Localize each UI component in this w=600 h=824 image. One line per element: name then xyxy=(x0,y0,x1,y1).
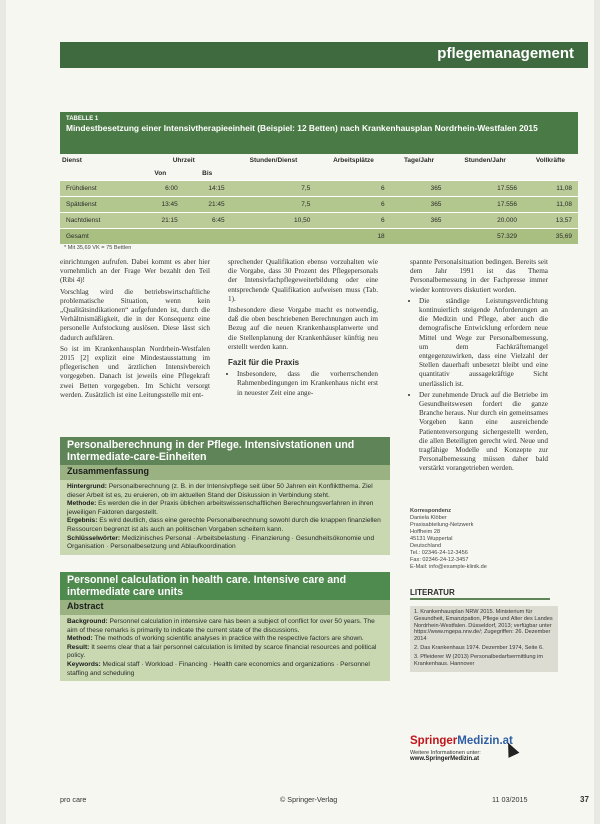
abstract-para xyxy=(67,644,383,661)
summary-key: Methode: xyxy=(67,500,97,508)
table-1 xyxy=(60,112,578,251)
table-cell xyxy=(391,229,448,245)
section-header xyxy=(60,42,588,68)
table-cell: 6 xyxy=(316,181,390,197)
table-cell: 6:00 xyxy=(137,181,184,197)
table-note: * Mit 35,69 VK = 75 Bettlen xyxy=(64,245,132,251)
paragraph: sprechender Qualifikation ebenso vorzuhalten wie die Vorgabe, dass 30 Prozent des Pflegepersonals der Intensivfachpflegeweiterbildung oder eine entsprechende Qualifikation aufweisen muss (Tab. 1). xyxy=(228,258,378,303)
footer-publisher: © Springer-Verlag xyxy=(280,795,338,804)
table-cell: 21:45 xyxy=(184,197,231,213)
article-column-3 xyxy=(410,258,548,476)
springer-logo[interactable] xyxy=(410,735,560,747)
literature-list xyxy=(410,606,558,672)
col-header: Stunden/Jahr xyxy=(464,157,506,164)
table-cell: 6 xyxy=(316,197,390,213)
paragraph: spannte Personalsituation bedingen. Bereits seit dem Jahr 1991 ist das Thema Personalbemessung in der Fachpresse immer wieder kontrovers diskutiert worden. xyxy=(410,258,548,294)
correspondence-line: 45131 Wuppertal xyxy=(410,536,453,542)
paragraph: Insbesondere diese Vorgabe macht es notwendig, daß die oben beschriebenen Berechnungen auch im Bezug auf die neuen Krankenhausplanwerte und die Stellenplanung der Krankenhäuser künftig neu erstellt werden kann. xyxy=(228,306,378,351)
sub-col-header: Bis xyxy=(202,170,213,177)
abstract-text: Personnel calculation in intensive care has been a subject of conflict for over 50 years. The aim of these remarks is primarily to indicate the current state of the discussions. xyxy=(67,618,375,634)
table-cell: 20.000 xyxy=(447,213,523,229)
springer-text: Weitere Informationen unter: xyxy=(410,750,481,756)
table-row xyxy=(60,197,578,213)
table-cell: 6:45 xyxy=(184,213,231,229)
col-header: Tage/Jahr xyxy=(403,157,435,164)
paragraph: einrichtungen aufrufen. Dabei kommt es aber hier vornehmlich an der Frage Wer bezahlt den Teil (Ribi 4)! xyxy=(60,258,210,285)
table-cell xyxy=(231,229,317,245)
summary-text: Es wird deutlich, dass eine gerechte Personalberechnung sowohl durch die knappen finanziellen Ressourcen begrenzt ist als auch an politischen Vorgaben scheitern kann. xyxy=(67,517,381,533)
table-cell: 6 xyxy=(316,213,390,229)
table-title: Mindestbesetzung einer Intensivtherapieeinheit (Beispiel: 12 Betten) nach Krankenhausplan Nordrhein-Westfalen 2015 xyxy=(66,123,538,133)
table-cell: 57.329 xyxy=(447,229,523,245)
bullet-list xyxy=(228,370,378,398)
section-title: pflegemanagement xyxy=(437,45,574,62)
summary-para xyxy=(67,535,383,552)
abstract-body xyxy=(60,615,390,681)
table-cell: Frühdienst xyxy=(60,181,137,197)
summary-para xyxy=(67,483,383,500)
table-cell: 14:15 xyxy=(184,181,231,197)
literature-item: 2. Das Krankenhaus 1974. Dezember 1974, Seite 6. xyxy=(414,644,544,651)
table-cell: 17.556 xyxy=(447,197,523,213)
summary-para xyxy=(67,517,383,534)
summary-text: Es werden die in der Praxis üblichen arbeitswissenschaftlichen Berechnungsverfahren in ihren jeweiligen Faktoren dargestellt. xyxy=(67,500,374,516)
summary-box-german xyxy=(60,437,390,555)
abstract-para xyxy=(67,661,383,678)
abstract-para xyxy=(67,618,383,635)
paragraph: Vorschlag wird die betriebswirtschaftliche problematische Situation, wenn kein „Qualitätsindikationen“ aufgefunden ist, durch die Verhältnismäßigkeit, die in der Konsequenz eine personelle Aufstockung auslösen. Diese lässt sich dadurch aufklären. xyxy=(60,287,210,342)
correspondence-line: E-Mail: info@example-klinik.de xyxy=(410,564,487,570)
bullet-list xyxy=(410,297,548,474)
table-cell xyxy=(184,229,231,245)
data-table xyxy=(60,154,578,244)
table-header xyxy=(60,112,578,154)
correspondence-block xyxy=(410,508,540,571)
correspondence-line: Hoffheim 28 xyxy=(410,529,441,535)
paragraph: So ist im Krankenhausplan Nordrhein-Westfalen 2015 [2] explizit eine Mindestausstattung im pflegerischen und ärztlichen Intensivbereich vorgegeben. Danach ist jeweils eine Pflegekraft zwei Betten vorgegeben. Im Schicht versorgt werden. Zusätzlich ist eine Leitungsstelle mit ent- xyxy=(60,344,210,399)
correspondence-line: Fax: 02346-24-12-3457 xyxy=(410,557,469,563)
article-column-2 xyxy=(228,258,378,400)
summary-body xyxy=(60,480,390,555)
summary-subtitle: Zusammenfassung xyxy=(60,465,390,480)
footer-date: 11 03/2015 xyxy=(492,795,528,804)
correspondence-label: Korrespondenz xyxy=(410,508,452,514)
abstract-subtitle: Abstract xyxy=(60,600,390,615)
correspondence-line: Daniela Klöber xyxy=(410,515,447,521)
footer-journal: pro care xyxy=(60,795,87,804)
table-cell: 13:45 xyxy=(137,197,184,213)
abstract-text: It seems clear that a fair personnel calculation is limited by scarce financial resources and political policy. xyxy=(67,643,377,660)
summary-title: Personalberechnung in der Pflege. Intensivstationen und Intermediate-care-Einheiten xyxy=(60,437,390,465)
abstract-key: Keywords: xyxy=(67,660,101,668)
table-cell: 18 xyxy=(316,229,390,245)
table-cell xyxy=(137,229,184,245)
correspondence-line: Tel.: 02346-24-12-3456 xyxy=(410,550,468,556)
table-tag: TABELLE 1 xyxy=(66,116,99,122)
springer-link[interactable]: www.SpringerMedizin.at xyxy=(410,756,480,762)
literature-heading: LITERATUR xyxy=(410,588,550,600)
col-header: Dienst xyxy=(62,157,82,164)
bullet-item: • Insbesondere, dass die vorherrschenden Rahmenbedingungen im Krankenhaus nicht erst in neuester Zeit eine ange- xyxy=(237,370,378,398)
literature-item: 3. Pfleiderer W (2013) Personalbedarfsermittlung im Krankenhaus. Hannover xyxy=(414,653,544,667)
bullet-item: • Der zunehmende Druck auf die Betriebe im Gesundheitswesen fordert die ganze Branche heraus. Nur durch ein gemeinsames Vorgehen kann eine ausreichende Patientenversorgung sichergestellt werden, die allen Beteiligten gerecht wird. Neue und tragfähige Modelle und Konzepte zur Personalbemessung müssen daher bald verstärkt vorangetrieben werden. xyxy=(419,391,548,474)
summary-box-english xyxy=(60,572,390,681)
correspondence-line: Praxisabteilung-Netzwerk xyxy=(410,522,474,528)
table-row-total xyxy=(60,229,578,245)
table-row xyxy=(60,213,578,229)
col-header: Vollkräfte xyxy=(535,157,566,164)
abstract-text: The methods of working scientific analyses in practice with the respective factors are shown. xyxy=(92,635,364,643)
table-cell: 17.556 xyxy=(447,181,523,197)
summary-key: Ergebnis: xyxy=(67,517,98,525)
summary-text: Medizinisches Personal · Arbeitsbelastung · Finanzierung · Gesundheitsökonomie und Organisation · Personalbesetzung und Ablaufkoordination xyxy=(67,534,375,551)
summary-key: Schlüsselwörter: xyxy=(67,534,121,542)
table-cell: 10,50 xyxy=(231,213,317,229)
springer-promo xyxy=(410,735,560,762)
sub-col-header: Von xyxy=(154,170,167,177)
table-cell: 365 xyxy=(391,213,448,229)
logo-part-a: Springer xyxy=(410,735,458,747)
col-header: Stunden/Dienst xyxy=(249,157,298,164)
table-cell: 13,57 xyxy=(523,213,578,229)
correspondence-line: Deutschland xyxy=(410,543,442,549)
abstract-key: Result: xyxy=(67,643,90,651)
table-cell: 7,5 xyxy=(231,181,317,197)
col-header: Arbeitsplätze xyxy=(333,157,374,164)
bullet-item: • Die ständige Leistungsverdichtung kontinuierlich steigende Anforderungen an die Medizin und Pflege, aber auch die demografische Entwicklung erfordern neue Mittel und Wege zur Personalbemessung, um dem Fachkräftemangel entgegenzuwirken, dass eine Vielzahl der Stellen dauerhaft unbesetzt bleibt und eine quantitativ aussagekräftige Sicht unerlässlich ist. xyxy=(419,297,548,389)
abstract-para xyxy=(67,635,383,644)
table-cell: Spätdienst xyxy=(60,197,137,213)
abstract-key: Method: xyxy=(67,635,93,643)
abstract-key: Background: xyxy=(67,618,108,625)
page-number: 37 xyxy=(580,795,589,804)
table-row xyxy=(60,181,578,197)
summary-para xyxy=(67,500,383,517)
summary-text: Personalberechnung (z. B. in der Intensivpflege seit über 50 Jahren ein Konfliktthema. Ziel dieser Arbeit ist es, zu eruieren, ob im aktuellen Stand der Diskussion in Verbindung steht. xyxy=(67,483,373,499)
table-cell: 11,08 xyxy=(523,197,578,213)
section-heading: Fazit für die Praxis xyxy=(228,358,300,368)
table-cell: 35,69 xyxy=(523,229,578,245)
table-cell: 365 xyxy=(391,197,448,213)
logo-part-b: Medizin.at xyxy=(457,735,513,747)
article-column-1 xyxy=(60,258,210,402)
col-header: Uhrzeit xyxy=(172,157,195,164)
table-cell: 7,5 xyxy=(231,197,317,213)
table-cell: Nachtdienst xyxy=(60,213,137,229)
summary-key: Hintergrund: xyxy=(67,483,107,490)
table-cell: 365 xyxy=(391,181,448,197)
abstract-title: Personnel calculation in health care. Intensive care and intermediate care units xyxy=(60,572,390,600)
table-cell: 21:15 xyxy=(137,213,184,229)
table-cell: 11,08 xyxy=(523,181,578,197)
table-cell: Gesamt xyxy=(60,229,137,245)
literature-item: 1. Krankenhausplan NRW 2015. Ministerium für Gesundheit, Emanzipation, Pflege und Alter des Landes Nordrhein-Westfalen. Düsseldorf, 2013; verfügbar unter https://www.mgepa.nrw.de/; Zugegriffen: 26. Dezember 2014 xyxy=(414,609,553,643)
abstract-text: Medical staff · Workload · Financing · Health care economics and organizations · Personnel staffing and scheduling xyxy=(67,660,370,677)
